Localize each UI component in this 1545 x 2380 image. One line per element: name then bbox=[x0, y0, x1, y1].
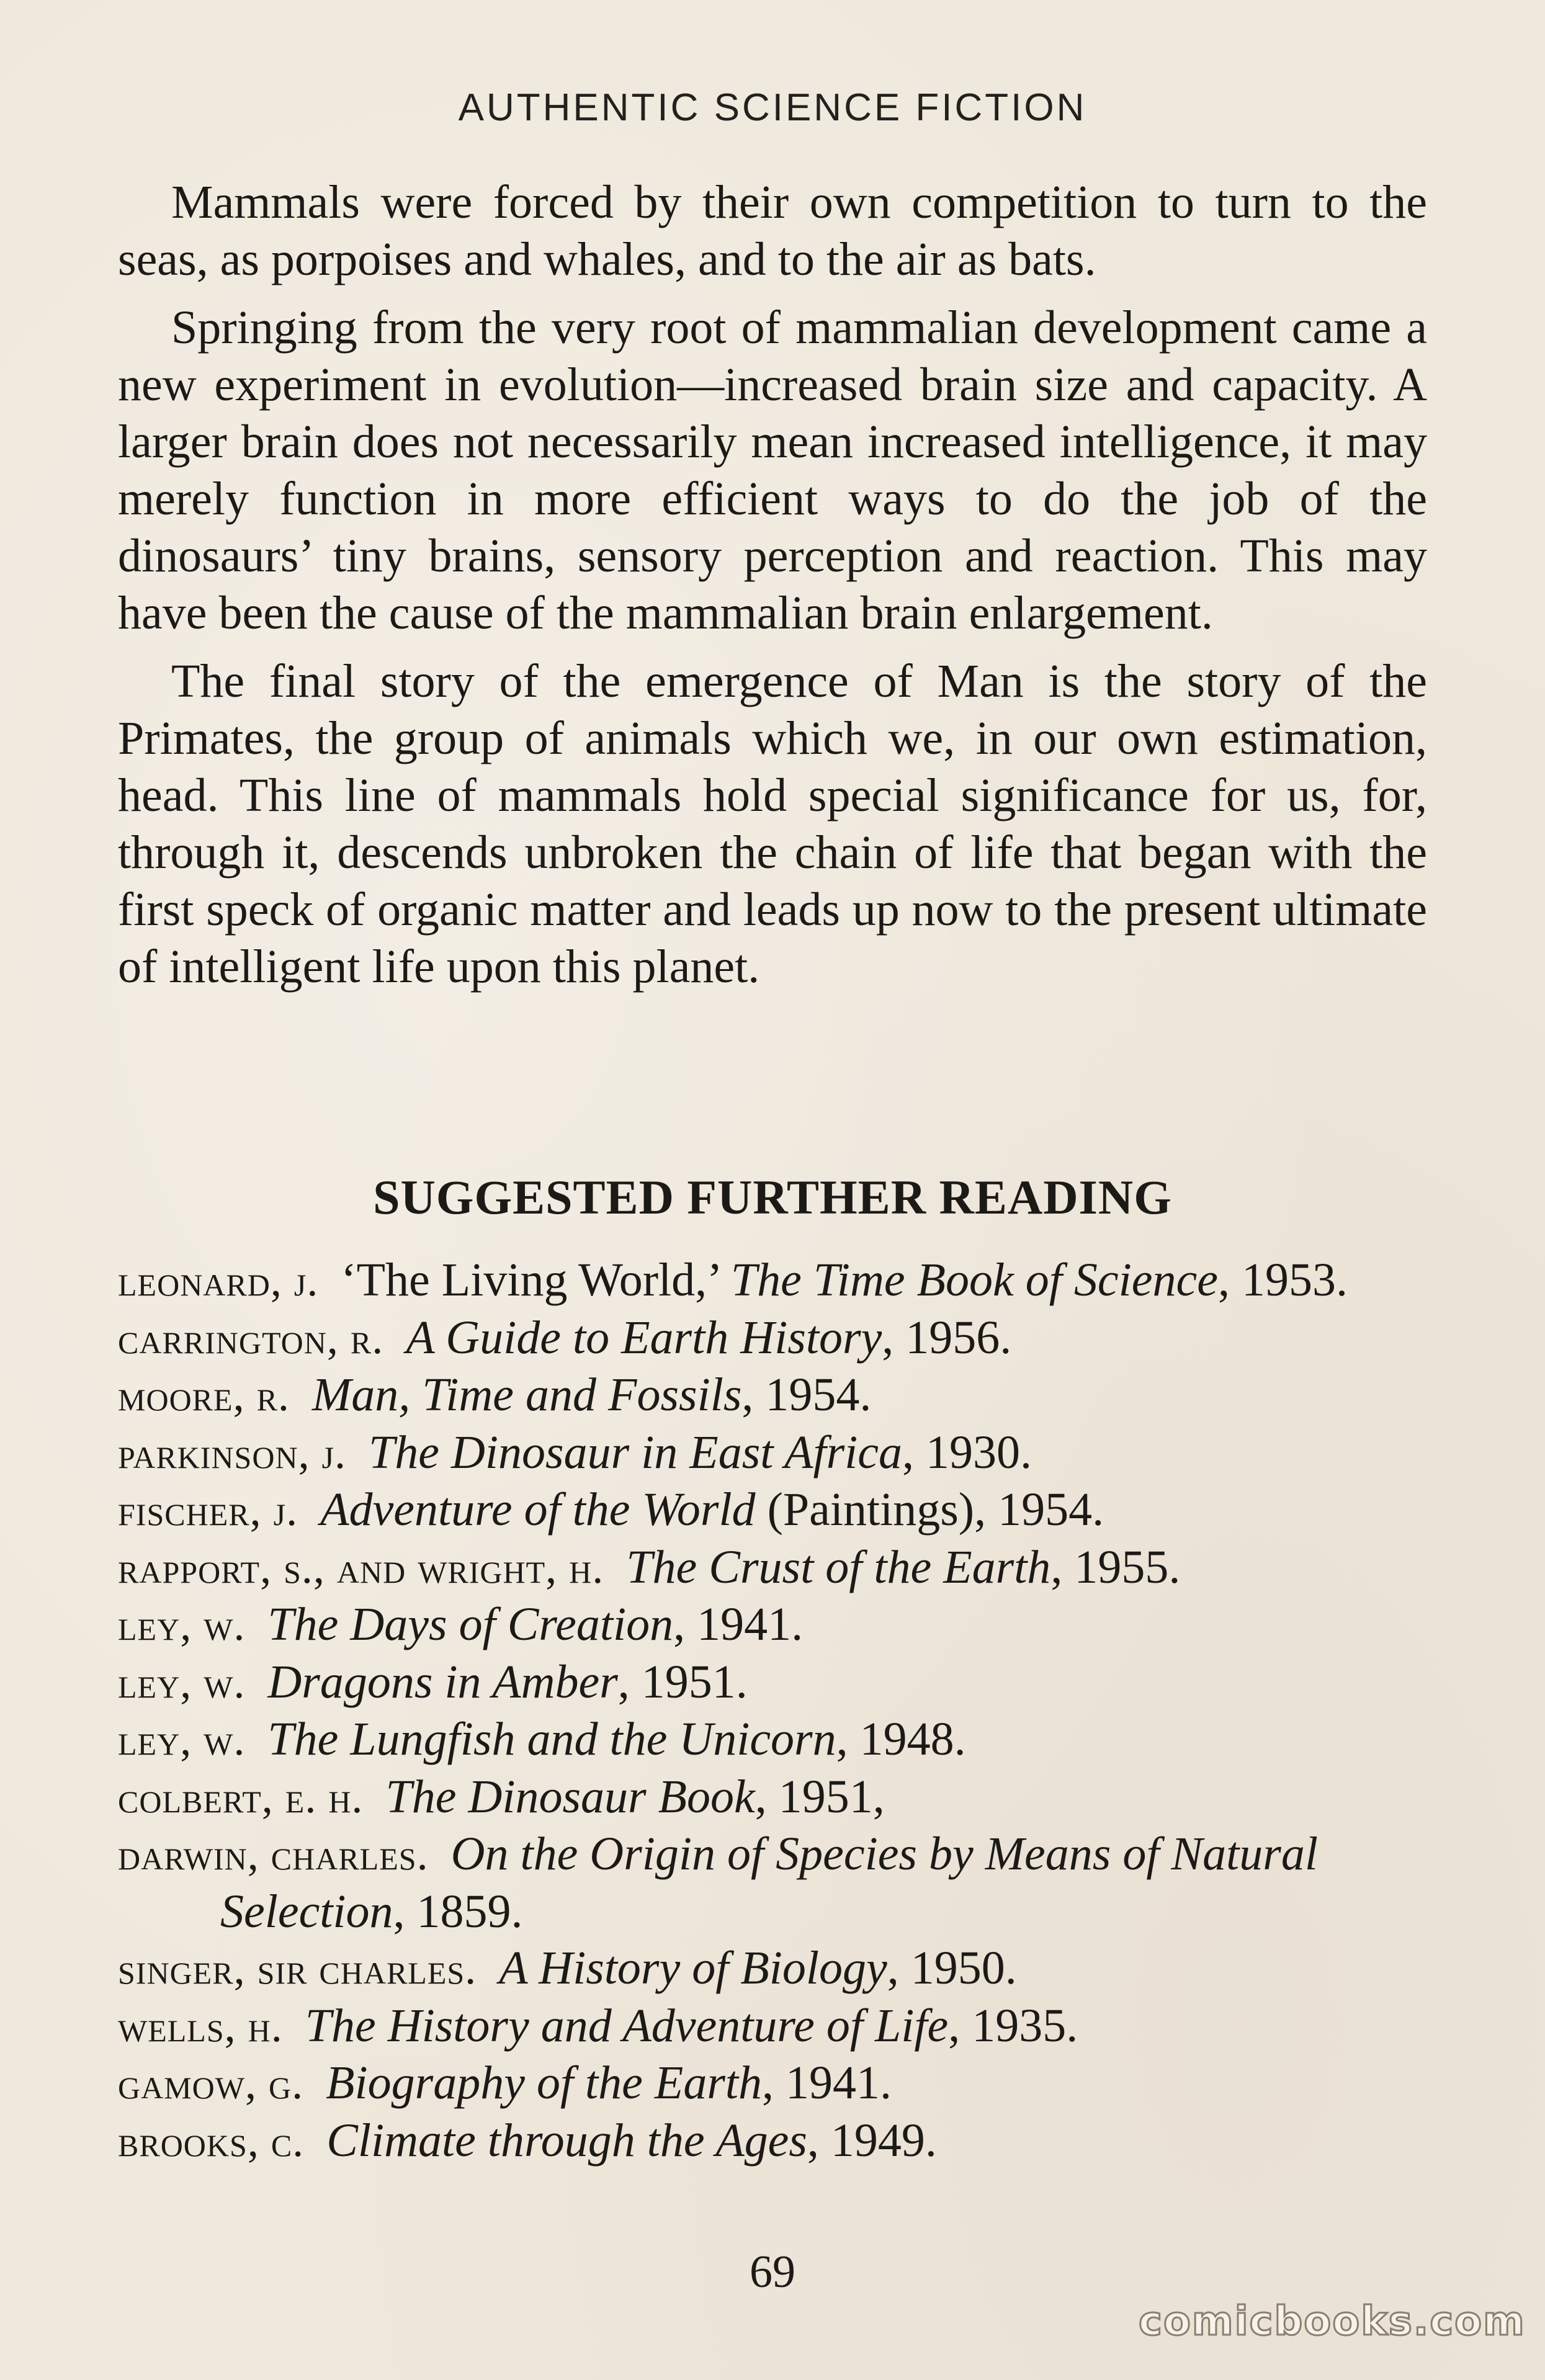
body-text bbox=[118, 174, 1427, 1006]
entry-post: , 1941. bbox=[762, 2057, 892, 2109]
reading-entry bbox=[118, 2113, 1427, 2170]
reading-entry bbox=[118, 1425, 1427, 1482]
entry-author: parkinson, j. bbox=[118, 1428, 347, 1478]
entry-author: gamow, g. bbox=[118, 2059, 304, 2108]
paragraph: Mammals were forced by their own competition to turn to the seas, as porpoises and whales, and to the air as bats. bbox=[118, 176, 1427, 285]
entry-author: singer, sir charles. bbox=[118, 1944, 477, 1993]
entry-title: A Guide to Earth History bbox=[406, 1311, 882, 1364]
entry-post: , 1948. bbox=[836, 1713, 966, 1765]
reading-entry bbox=[118, 1826, 1427, 1940]
entry-title: The Dinosaur in East Africa bbox=[369, 1426, 903, 1479]
entry-title: The Days of Creation bbox=[267, 1598, 674, 1650]
entry-post: , 1950. bbox=[887, 1942, 1017, 1994]
entry-pre: ‘The Living World,’ bbox=[341, 1254, 731, 1306]
entry-post: , 1941. bbox=[673, 1598, 804, 1650]
running-head: AUTHENTIC SCIENCE FICTION bbox=[458, 86, 1087, 129]
reading-entry bbox=[118, 1596, 1427, 1654]
entry-author: rapport, s., and wright, h. bbox=[118, 1542, 604, 1593]
paragraph: The final story of the emergence of Man is the story of the Primates, the group of animals which we, in our own estimation, head. This line of mammals hold special significance for us, for, through it, descends unbroken the chain of life that began with the first speck of organic matter and leads up now to the present ultimate of intelligent life upon this planet. bbox=[118, 655, 1427, 993]
paragraph: Springing from the very root of mammalian development came a new experiment in evolution—increased brain size and capacity. A larger brain does not necessarily mean increased intelligence, it may merely function in more efficient ways to do the job of the dinosaurs’ tiny brains, sensory perception and reaction. This may have been the cause of the mammalian brain enlargement. bbox=[118, 302, 1427, 639]
entry-title: The Time Book of Science bbox=[730, 1254, 1218, 1306]
entry-title: Man, Time and Fossils bbox=[311, 1369, 742, 1421]
entry-author: carrington, r. bbox=[118, 1313, 384, 1363]
entry-title: The Dinosaur Book bbox=[385, 1770, 755, 1823]
entry-post: , 1955. bbox=[1050, 1541, 1181, 1593]
entry-author: leonard, j. bbox=[118, 1256, 319, 1305]
entry-post: , 1953. bbox=[1217, 1254, 1348, 1306]
entry-post: (Paintings), 1954. bbox=[755, 1483, 1104, 1536]
entry-title: A History of Biology bbox=[499, 1942, 887, 1994]
reading-entry bbox=[118, 1654, 1427, 1712]
entry-author: ley, w. bbox=[118, 1657, 246, 1707]
entry-post: , 1956. bbox=[882, 1311, 1012, 1364]
site-watermark: comicbooks.com bbox=[1139, 2299, 1526, 2345]
page-number: 69 bbox=[750, 2247, 795, 2297]
entry-post: , 1930. bbox=[902, 1426, 1032, 1479]
entry-post: , 1935. bbox=[948, 1999, 1078, 2052]
entry-author: wells, h. bbox=[118, 2001, 283, 2051]
section-heading: SUGGESTED FURTHER READING bbox=[373, 1170, 1172, 1224]
entry-title: The History and Adventure of Life bbox=[305, 1999, 949, 2052]
entry-title: On the Origin of Species by Means of Natural Selection bbox=[220, 1828, 1318, 1938]
entry-author: moore, r. bbox=[118, 1371, 290, 1420]
entry-author: ley, w. bbox=[118, 1600, 246, 1650]
entry-post: , 1951, bbox=[755, 1770, 885, 1823]
entry-author: brooks, c. bbox=[118, 2116, 305, 2166]
entry-author: fischer, j. bbox=[118, 1485, 298, 1535]
reading-entry bbox=[118, 1539, 1427, 1597]
reading-entry bbox=[118, 1310, 1427, 1367]
entry-post: , 1951. bbox=[617, 1655, 748, 1708]
entry-author: ley, w. bbox=[118, 1715, 246, 1765]
reading-entry bbox=[118, 1711, 1427, 1769]
entry-title: The Lungfish and the Unicorn bbox=[267, 1713, 836, 1765]
entry-post: , 1859. bbox=[393, 1885, 523, 1938]
entry-title: Biography of the Earth bbox=[326, 2057, 763, 2109]
reading-entry bbox=[118, 1367, 1427, 1425]
reading-entry bbox=[118, 1940, 1427, 1998]
entry-title: Climate through the Ages bbox=[326, 2114, 807, 2167]
reading-entry bbox=[118, 1482, 1427, 1539]
entry-title: Adventure of the World bbox=[320, 1483, 756, 1536]
reading-entry bbox=[118, 1998, 1427, 2056]
entry-title: Dragons in Amber bbox=[267, 1655, 618, 1708]
entry-post: , 1954. bbox=[741, 1369, 872, 1421]
entry-author: darwin, charles. bbox=[118, 1830, 429, 1879]
reading-entry bbox=[118, 1769, 1427, 1827]
reading-entry bbox=[118, 2055, 1427, 2113]
reading-list bbox=[118, 1252, 1427, 2170]
entry-title: The Crust of the Earth bbox=[626, 1541, 1051, 1593]
entry-author: colbert, e. h. bbox=[118, 1772, 364, 1822]
reading-entry bbox=[118, 1252, 1427, 1310]
entry-post: , 1949. bbox=[807, 2114, 937, 2167]
